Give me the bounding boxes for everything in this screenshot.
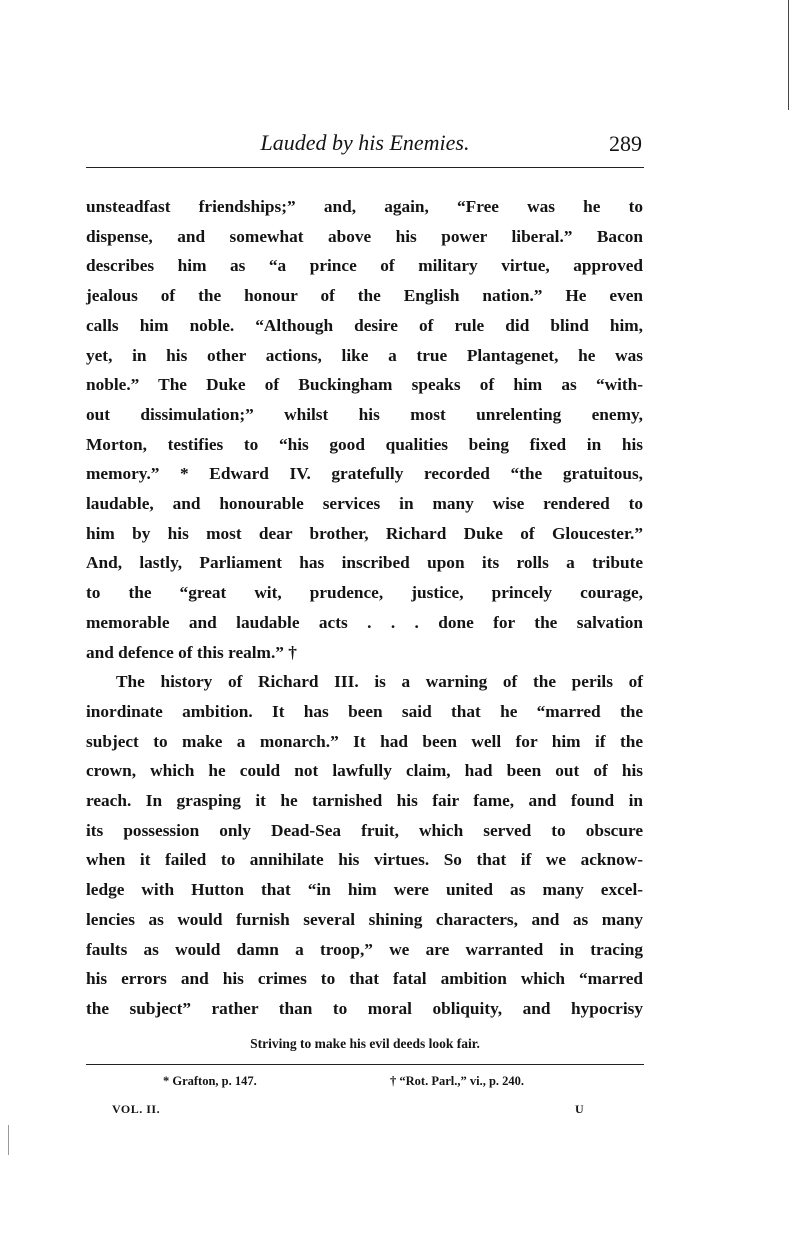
text-line: ledge with Hutton that “in him were united as many excel- [86, 880, 643, 900]
text-line: crown, which he could not lawfully claim, had been out of his [86, 761, 643, 781]
text-line: reach. In grasping it he tarnished his fair fame, and found in [86, 791, 643, 811]
text-line: And, lastly, Parliament has inscribed upon its rolls a tribute [86, 553, 643, 573]
text-line: yet, in his other actions, like a true Plantagenet, he was [86, 345, 643, 365]
page-edge-tick [8, 1125, 9, 1155]
text-line: faults as would damn a troop,” we are warranted in tracing [86, 939, 643, 959]
text-line: him by his most dear brother, Richard Duke of Gloucester.” [86, 523, 643, 543]
page-edge-line [788, 0, 789, 110]
text-line: memorable and laudable acts . . . done for the salvation [86, 612, 643, 632]
text-line: subject to make a monarch.” It had been well for him if the [86, 731, 643, 751]
page-number: 289 [609, 131, 642, 156]
text-line: calls him noble. “Although desire of rule did blind him, [86, 315, 643, 335]
text-line: laudable, and honourable services in many wise rendered to [86, 494, 643, 514]
text-line: when it failed to annihilate his virtues. So that if we acknow- [86, 850, 643, 870]
text-line: unsteadfast friendships;” and, again, “Free was he to [86, 197, 643, 216]
verse-line: Striving to make his evil deeds look fair. [250, 1036, 480, 1051]
text-line: the subject” rather than to moral obliquity, and hypocrisy [86, 998, 643, 1018]
text-line: inordinate ambition. It has been said that he “marred the [86, 701, 643, 721]
text-line: jealous of the honour of the English nation.” He even [86, 286, 643, 306]
text-line: describes him as “a prince of military virtue, approved [86, 256, 643, 276]
text-line: and defence of this realm.” † [86, 642, 297, 662]
header-rule [86, 167, 644, 168]
text-line: dispense, and somewhat above his power liberal.” Bacon [86, 226, 643, 246]
text-line: memory.” * Edward IV. gratefully recorded “the gratuitous, [86, 464, 643, 484]
footnote: * Grafton, p. 147. [163, 1074, 257, 1088]
text-line: Morton, testifies to “his good qualities being fixed in his [86, 434, 643, 454]
footnote: † “Rot. Parl.,” vi., p. 240. [390, 1074, 525, 1088]
running-title: Lauded by his Enemies. [260, 130, 470, 155]
text-line: noble.” The Duke of Buckingham speaks of him as “with- [86, 375, 643, 395]
text-line: its possession only Dead-Sea fruit, which served to obscure [86, 820, 643, 840]
footnote-rule [86, 1064, 644, 1065]
running-head [86, 130, 644, 162]
body-text [86, 192, 643, 1024]
text-line: The history of Richard III. is a warning of the perils of [116, 672, 643, 692]
text-line: out dissimulation;” whilst his most unrelenting enemy, [86, 404, 643, 424]
volume-signature: VOL. II. [112, 1102, 161, 1116]
text-line: to the “great wit, prudence, justice, princely courage, [86, 583, 643, 603]
text-line: lencies as would furnish several shining characters, and as many [86, 909, 643, 929]
text-line: his errors and his crimes to that fatal ambition which “marred [86, 969, 643, 989]
signature-letter: U [575, 1102, 584, 1116]
